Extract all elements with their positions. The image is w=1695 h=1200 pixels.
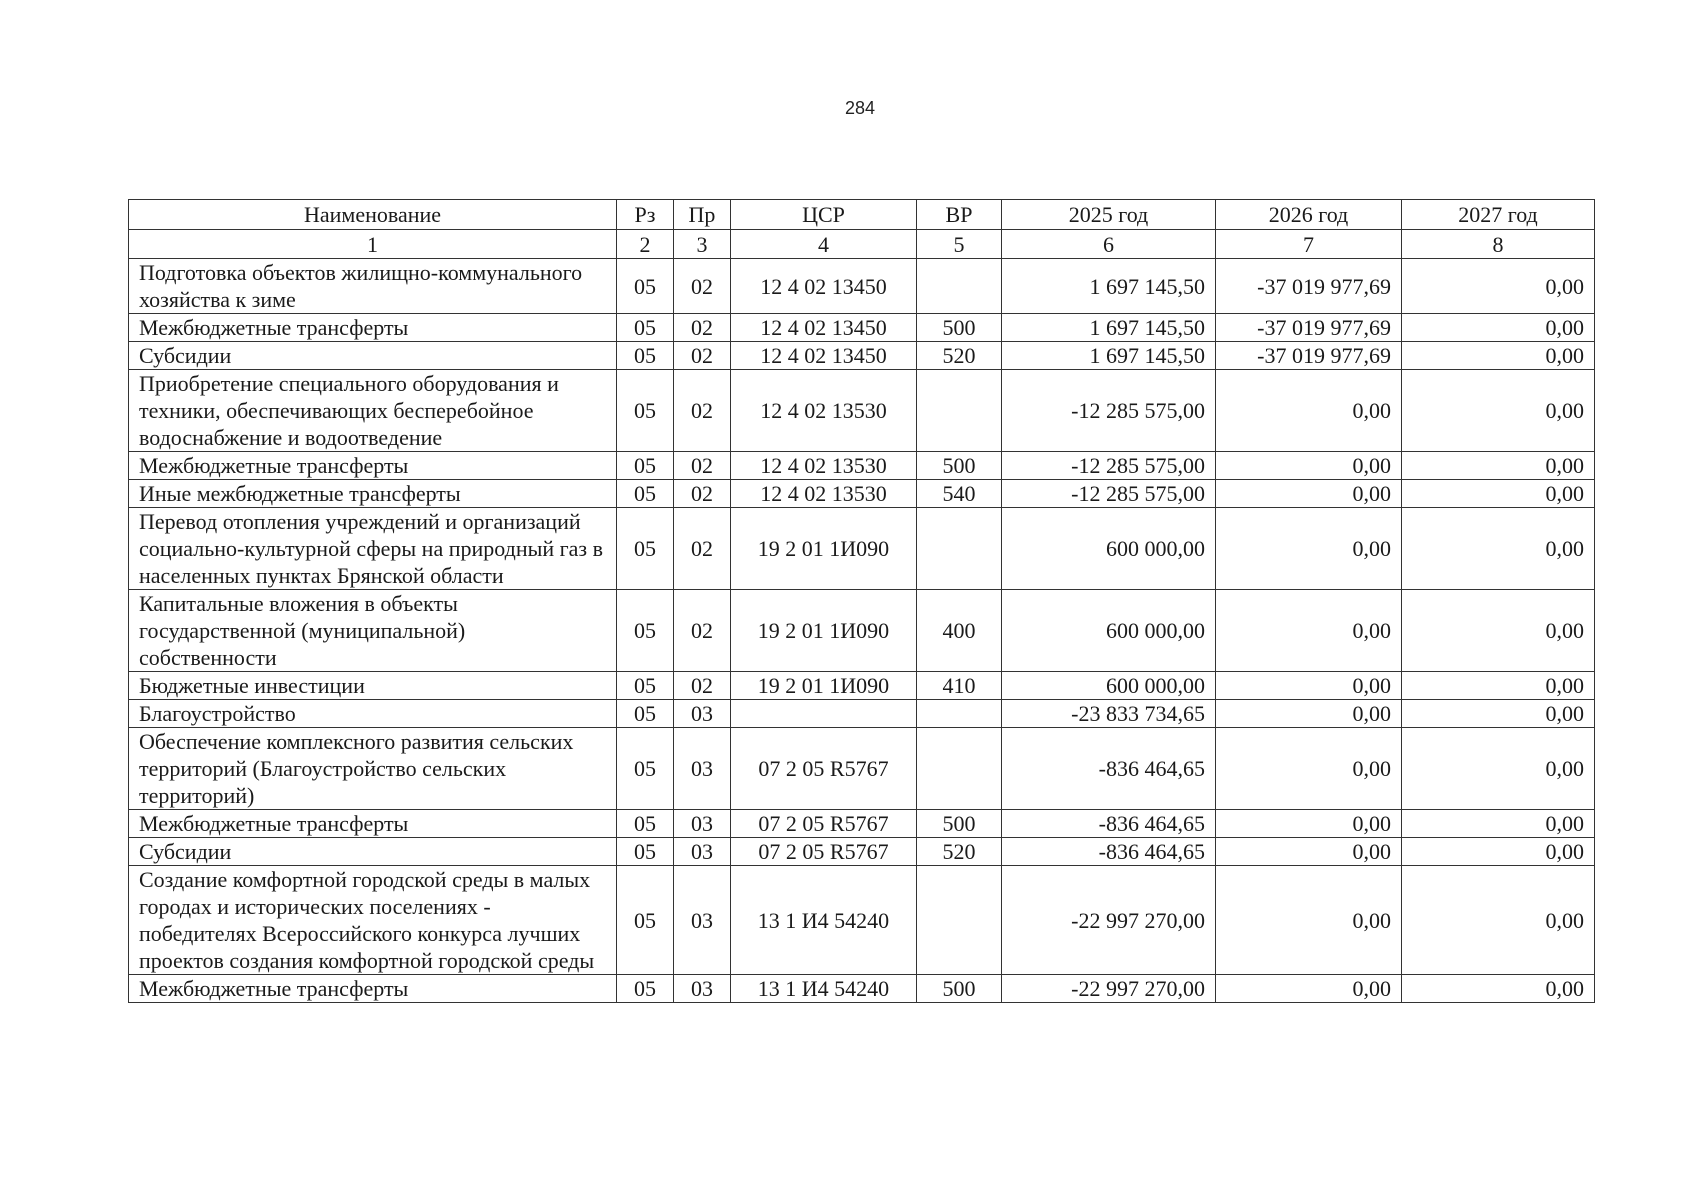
header-2025: 2025 год [1002, 200, 1216, 230]
cell-pr: 02 [674, 508, 731, 590]
cell-vr: 520 [917, 342, 1002, 370]
cell-pr: 03 [674, 866, 731, 975]
cell-2026: 0,00 [1216, 866, 1402, 975]
cell-csr: 19 2 01 1И090 [731, 672, 917, 700]
cell-pr: 03 [674, 728, 731, 810]
cell-csr: 12 4 02 13530 [731, 452, 917, 480]
cell-2025: -22 997 270,00 [1002, 975, 1216, 1003]
cell-vr [917, 508, 1002, 590]
cell-2027: 0,00 [1402, 810, 1595, 838]
cell-2026: 0,00 [1216, 672, 1402, 700]
cell-rz: 05 [617, 700, 674, 728]
cell-vr: 500 [917, 975, 1002, 1003]
cell-csr: 13 1 И4 54240 [731, 975, 917, 1003]
cell-pr: 02 [674, 314, 731, 342]
cell-pr: 02 [674, 672, 731, 700]
table-row [129, 810, 1595, 838]
cell-pr: 02 [674, 342, 731, 370]
column-number: 1 [129, 230, 617, 259]
cell-2027: 0,00 [1402, 975, 1595, 1003]
cell-name: Обеспечение комплексного развития сельских территорий (Благоустройство сельских территорий) [129, 728, 617, 810]
column-number: 2 [617, 230, 674, 259]
cell-rz: 05 [617, 838, 674, 866]
cell-name: Межбюджетные трансферты [129, 314, 617, 342]
column-number: 8 [1402, 230, 1595, 259]
cell-csr: 07 2 05 R5767 [731, 838, 917, 866]
cell-vr: 500 [917, 452, 1002, 480]
cell-pr: 02 [674, 590, 731, 672]
cell-pr: 02 [674, 370, 731, 452]
cell-vr: 500 [917, 810, 1002, 838]
column-number-row [129, 230, 1595, 259]
cell-2026: 0,00 [1216, 508, 1402, 590]
cell-vr [917, 866, 1002, 975]
cell-rz: 05 [617, 728, 674, 810]
column-number: 5 [917, 230, 1002, 259]
cell-vr: 520 [917, 838, 1002, 866]
header-row [129, 200, 1595, 230]
cell-2025: -22 997 270,00 [1002, 866, 1216, 975]
header-pr: Пр [674, 200, 731, 230]
cell-2025: -836 464,65 [1002, 838, 1216, 866]
cell-name: Бюджетные инвестиции [129, 672, 617, 700]
cell-name: Межбюджетные трансферты [129, 975, 617, 1003]
cell-2026: 0,00 [1216, 838, 1402, 866]
cell-2027: 0,00 [1402, 700, 1595, 728]
header-name: Наименование [129, 200, 617, 230]
cell-2027: 0,00 [1402, 508, 1595, 590]
cell-rz: 05 [617, 672, 674, 700]
cell-csr: 12 4 02 13530 [731, 370, 917, 452]
cell-csr: 07 2 05 R5767 [731, 810, 917, 838]
cell-name: Подготовка объектов жилищно-коммунального хозяйства к зиме [129, 259, 617, 314]
cell-csr: 19 2 01 1И090 [731, 508, 917, 590]
cell-vr [917, 259, 1002, 314]
cell-csr: 12 4 02 13450 [731, 259, 917, 314]
cell-rz: 05 [617, 508, 674, 590]
cell-vr [917, 700, 1002, 728]
cell-2025: -12 285 575,00 [1002, 480, 1216, 508]
table-row [129, 342, 1595, 370]
cell-2025: 600 000,00 [1002, 508, 1216, 590]
cell-2025: -836 464,65 [1002, 810, 1216, 838]
table-row [129, 728, 1595, 810]
cell-2027: 0,00 [1402, 590, 1595, 672]
cell-2026: -37 019 977,69 [1216, 259, 1402, 314]
table-row [129, 452, 1595, 480]
cell-2025: 1 697 145,50 [1002, 342, 1216, 370]
cell-2026: -37 019 977,69 [1216, 342, 1402, 370]
cell-rz: 05 [617, 810, 674, 838]
column-number: 3 [674, 230, 731, 259]
cell-name: Субсидии [129, 342, 617, 370]
table-row [129, 314, 1595, 342]
cell-2027: 0,00 [1402, 480, 1595, 508]
header-csr: ЦСР [731, 200, 917, 230]
table-row [129, 370, 1595, 452]
table-row [129, 672, 1595, 700]
cell-2026: 0,00 [1216, 370, 1402, 452]
table-row [129, 480, 1595, 508]
table-body [129, 259, 1595, 1003]
cell-2026: 0,00 [1216, 452, 1402, 480]
cell-csr: 12 4 02 13450 [731, 342, 917, 370]
cell-name: Субсидии [129, 838, 617, 866]
cell-rz: 05 [617, 342, 674, 370]
cell-rz: 05 [617, 452, 674, 480]
budget-table [128, 199, 1595, 1003]
cell-2026: 0,00 [1216, 810, 1402, 838]
cell-vr [917, 728, 1002, 810]
cell-rz: 05 [617, 259, 674, 314]
table-row [129, 975, 1595, 1003]
cell-2025: 1 697 145,50 [1002, 259, 1216, 314]
cell-pr: 02 [674, 259, 731, 314]
cell-pr: 02 [674, 452, 731, 480]
cell-vr: 400 [917, 590, 1002, 672]
header-rz: Рз [617, 200, 674, 230]
cell-name: Иные межбюджетные трансферты [129, 480, 617, 508]
table-row [129, 700, 1595, 728]
cell-vr: 540 [917, 480, 1002, 508]
header-2027: 2027 год [1402, 200, 1595, 230]
cell-2027: 0,00 [1402, 452, 1595, 480]
cell-name: Капитальные вложения в объекты государственной (муниципальной) собственности [129, 590, 617, 672]
cell-2025: -12 285 575,00 [1002, 452, 1216, 480]
cell-name: Благоустройство [129, 700, 617, 728]
cell-csr: 12 4 02 13530 [731, 480, 917, 508]
header-2026: 2026 год [1216, 200, 1402, 230]
table-row [129, 590, 1595, 672]
cell-2025: 1 697 145,50 [1002, 314, 1216, 342]
cell-csr: 12 4 02 13450 [731, 314, 917, 342]
cell-2025: -23 833 734,65 [1002, 700, 1216, 728]
column-number: 6 [1002, 230, 1216, 259]
cell-vr [917, 370, 1002, 452]
cell-pr: 03 [674, 975, 731, 1003]
cell-2025: -12 285 575,00 [1002, 370, 1216, 452]
cell-2026: 0,00 [1216, 700, 1402, 728]
cell-rz: 05 [617, 975, 674, 1003]
cell-csr: 13 1 И4 54240 [731, 866, 917, 975]
cell-2026: 0,00 [1216, 728, 1402, 810]
cell-name: Создание комфортной городской среды в малых городах и исторических поселениях - победителях Всероссийского конкурса лучших проектов создания комфортной городской среды [129, 866, 617, 975]
cell-vr: 410 [917, 672, 1002, 700]
header-vr: ВР [917, 200, 1002, 230]
cell-csr: 19 2 01 1И090 [731, 590, 917, 672]
cell-2027: 0,00 [1402, 370, 1595, 452]
table-row [129, 259, 1595, 314]
cell-2025: 600 000,00 [1002, 672, 1216, 700]
cell-rz: 05 [617, 866, 674, 975]
cell-2025: -836 464,65 [1002, 728, 1216, 810]
cell-2025: 600 000,00 [1002, 590, 1216, 672]
cell-csr [731, 700, 917, 728]
cell-2027: 0,00 [1402, 838, 1595, 866]
cell-rz: 05 [617, 314, 674, 342]
cell-2027: 0,00 [1402, 728, 1595, 810]
cell-pr: 03 [674, 838, 731, 866]
cell-2027: 0,00 [1402, 672, 1595, 700]
cell-2027: 0,00 [1402, 866, 1595, 975]
cell-rz: 05 [617, 480, 674, 508]
cell-2026: 0,00 [1216, 590, 1402, 672]
cell-pr: 03 [674, 810, 731, 838]
cell-2026: 0,00 [1216, 975, 1402, 1003]
cell-name: Межбюджетные трансферты [129, 810, 617, 838]
cell-2026: -37 019 977,69 [1216, 314, 1402, 342]
cell-rz: 05 [617, 370, 674, 452]
cell-2027: 0,00 [1402, 342, 1595, 370]
cell-name: Межбюджетные трансферты [129, 452, 617, 480]
table-row [129, 838, 1595, 866]
cell-name: Приобретение специального оборудования и техники, обеспечивающих бесперебойное водоснабжение и водоотведение [129, 370, 617, 452]
cell-pr: 02 [674, 480, 731, 508]
table-row [129, 508, 1595, 590]
page-number: 284 [844, 98, 876, 118]
column-number: 4 [731, 230, 917, 259]
cell-csr: 07 2 05 R5767 [731, 728, 917, 810]
cell-2027: 0,00 [1402, 259, 1595, 314]
cell-vr: 500 [917, 314, 1002, 342]
table-row [129, 866, 1595, 975]
cell-2026: 0,00 [1216, 480, 1402, 508]
cell-pr: 03 [674, 700, 731, 728]
cell-name: Перевод отопления учреждений и организаций социально-культурной сферы на природный газ в населенных пунктах Брянской области [129, 508, 617, 590]
column-number: 7 [1216, 230, 1402, 259]
cell-rz: 05 [617, 590, 674, 672]
cell-2027: 0,00 [1402, 314, 1595, 342]
